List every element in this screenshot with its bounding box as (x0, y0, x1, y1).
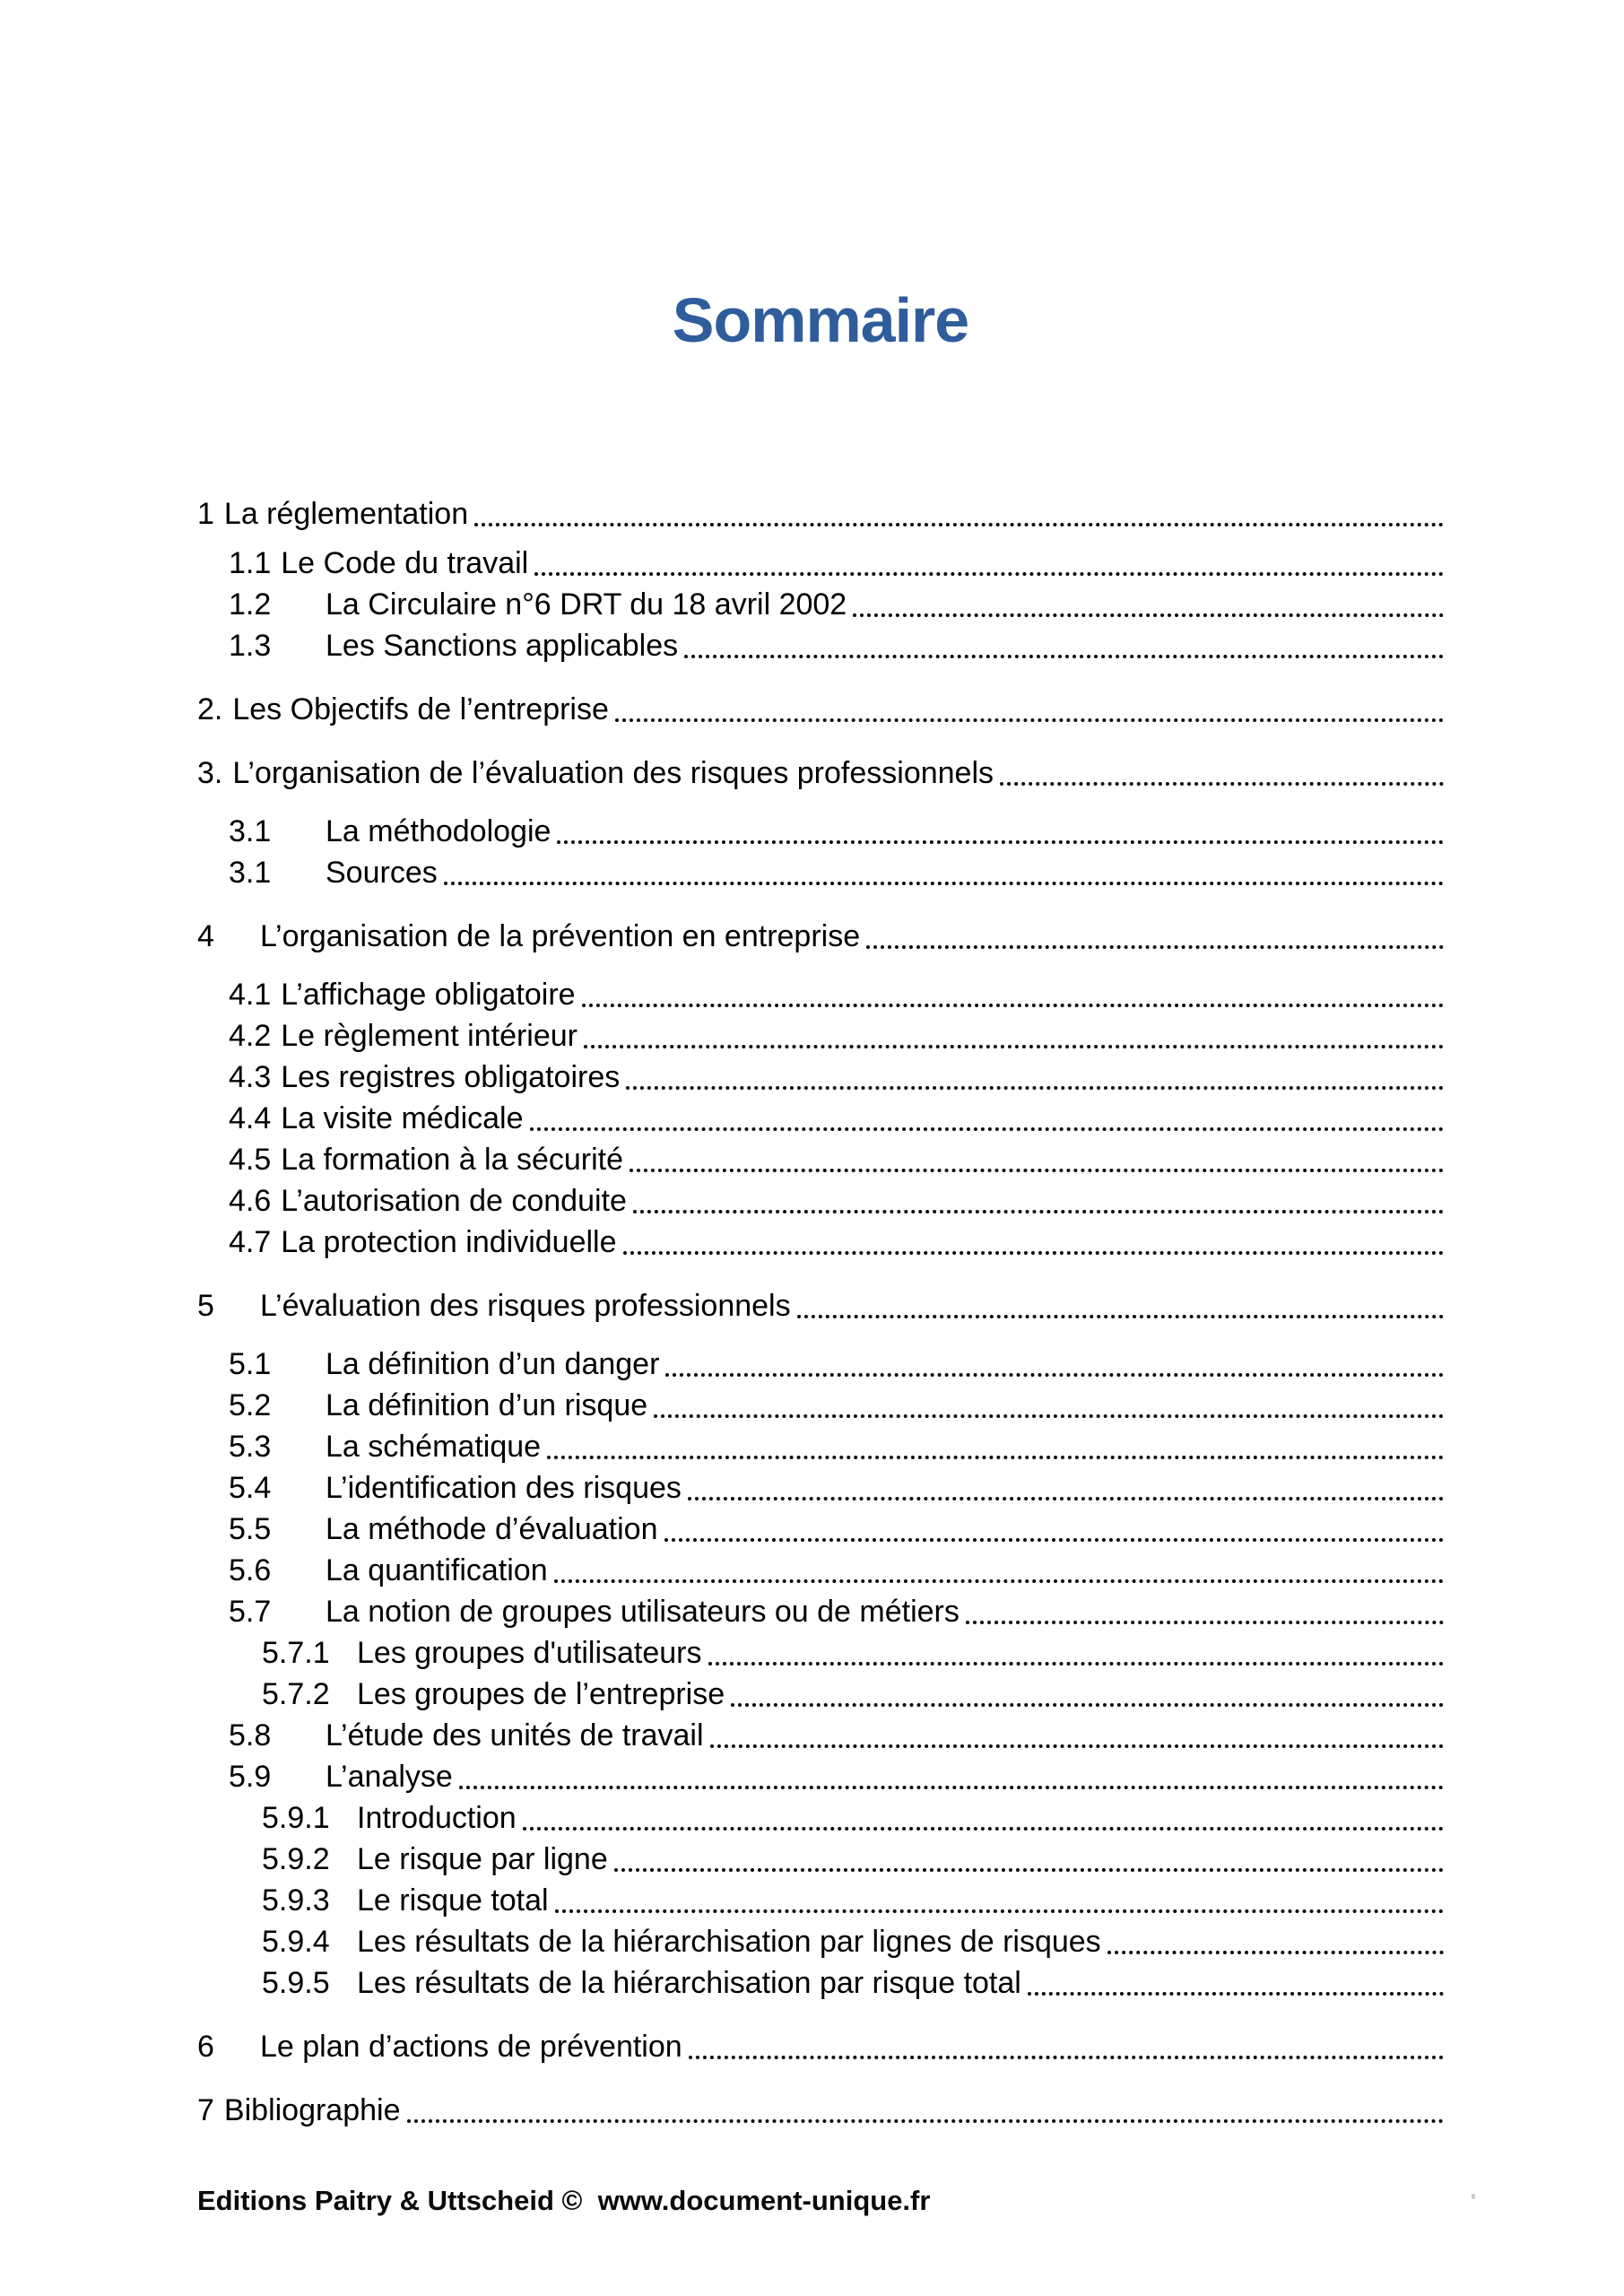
dotted-leader (684, 655, 1444, 658)
dotted-leader (688, 1497, 1444, 1500)
toc-entry-number: 5.5 (229, 1512, 272, 1546)
footer-publisher: Editions Paitry & Uttscheid © (197, 2185, 598, 2216)
toc-entry-number: 5.9.4 (262, 1925, 330, 1959)
toc-entry-label: Les registres obligatoires (281, 1060, 621, 1094)
dotted-leader (731, 1703, 1444, 1707)
toc-entry-number: 1.3 (229, 629, 272, 663)
toc-entry[interactable] (197, 1550, 1444, 1591)
footer (197, 2185, 930, 2217)
toc-entry-number: 5.9.3 (262, 1883, 330, 1918)
toc-entry-label: Le règlement intérieur (281, 1019, 578, 1053)
dotted-leader (633, 1210, 1444, 1213)
toc-entry-label: Le plan d’actions de prévention (260, 2030, 682, 2064)
toc-entry-label: Le risque total (357, 1883, 549, 1918)
toc-entry-number: 1.2 (229, 587, 272, 622)
toc-entry-number: 5.9 (229, 1760, 272, 1794)
dotted-leader (966, 1621, 1444, 1624)
dotted-leader (459, 1786, 1444, 1789)
toc-entry[interactable] (197, 1467, 1444, 1509)
toc (197, 493, 1444, 2131)
toc-entry-label: La définition d’un danger (326, 1347, 660, 1381)
toc-entry-label: Les résultats de la hiérarchisation par lignes de risques (357, 1925, 1101, 1959)
toc-entry-number: 4 (197, 919, 214, 953)
toc-entry-number: 4.4 (229, 1101, 272, 1135)
dotted-leader (630, 1169, 1444, 1172)
toc-entry[interactable] (197, 1385, 1444, 1426)
toc-entry-number: 4.5 (229, 1143, 272, 1177)
dotted-leader (708, 1662, 1445, 1665)
toc-entry[interactable] (197, 1839, 1444, 1880)
toc-entry-number: 1 (197, 497, 214, 531)
toc-entry[interactable] (197, 2026, 1444, 2067)
page-speck (1472, 2194, 1475, 2199)
dotted-leader (582, 1004, 1444, 1007)
toc-entry-number: 4.1 (229, 978, 272, 1012)
toc-entry-label: La schématique (326, 1430, 542, 1464)
toc-entry[interactable] (197, 974, 1444, 1015)
toc-entry-label: L’identification des risques (326, 1471, 682, 1505)
toc-entry[interactable] (197, 1715, 1444, 1756)
toc-entry-number: 5.7.2 (262, 1677, 330, 1711)
toc-entry-number: 5.2 (229, 1388, 272, 1422)
toc-entry[interactable] (197, 852, 1444, 893)
toc-entry-number: 3.1 (229, 856, 272, 890)
dotted-leader (623, 1251, 1444, 1255)
toc-entry-label: L’autorisation de conduite (281, 1184, 627, 1218)
toc-entry[interactable] (197, 689, 1444, 730)
dotted-leader (584, 1045, 1444, 1048)
toc-entry-label: Sources (326, 856, 438, 890)
dotted-leader (797, 1315, 1444, 1318)
toc-entry[interactable] (197, 543, 1444, 584)
toc-entry[interactable] (197, 1098, 1444, 1139)
toc-entry[interactable] (197, 1797, 1444, 1839)
dotted-leader (853, 613, 1444, 617)
toc-entry-label: Les Sanctions applicables (326, 629, 679, 663)
toc-entry-number: 5.9.1 (262, 1801, 330, 1835)
dotted-leader (626, 1086, 1444, 1090)
toc-entry[interactable] (197, 625, 1444, 666)
toc-entry[interactable] (197, 916, 1444, 957)
dotted-leader (614, 1868, 1444, 1872)
dotted-leader (664, 1538, 1445, 1542)
toc-entry-label: Bibliographie (223, 2093, 401, 2127)
toc-entry-number: 5.6 (229, 1553, 272, 1587)
toc-entry[interactable] (197, 1591, 1444, 1632)
toc-entry[interactable] (197, 811, 1444, 852)
dotted-leader (866, 945, 1444, 949)
dotted-leader (1107, 1951, 1444, 1954)
toc-entry-label: Les Objectifs de l’entreprise (232, 692, 609, 726)
dotted-leader (665, 1373, 1444, 1377)
toc-entry-number: 1.1 (229, 546, 272, 580)
toc-entry[interactable] (197, 1921, 1444, 1962)
toc-entry[interactable] (197, 1962, 1444, 2004)
dotted-leader (1000, 782, 1444, 786)
toc-entry[interactable] (197, 1674, 1444, 1715)
toc-entry-label: La méthodologie (326, 814, 551, 848)
toc-entry-label: La méthode d’évaluation (326, 1512, 658, 1546)
toc-entry[interactable] (197, 752, 1444, 794)
toc-entry[interactable] (197, 1509, 1444, 1550)
toc-entry[interactable] (197, 1057, 1444, 1098)
toc-entry-number: 2. (197, 692, 223, 726)
toc-entry-number: 5.9.2 (262, 1842, 330, 1876)
toc-entry-number: 3. (197, 756, 223, 790)
toc-entry-label: Le risque par ligne (357, 1842, 608, 1876)
dotted-leader (1028, 1992, 1444, 1996)
toc-entry-label: L’organisation de l’évaluation des risques professionnels (232, 756, 994, 790)
toc-entry-label: L’organisation de la prévention en entreprise (260, 919, 861, 953)
toc-entry[interactable] (197, 493, 1444, 535)
dotted-leader (555, 1909, 1444, 1913)
toc-entry[interactable] (197, 1632, 1444, 1674)
dotted-leader (407, 2119, 1444, 2123)
toc-entry-number: 5.8 (229, 1718, 272, 1752)
toc-entry-label: L’affichage obligatoire (281, 978, 576, 1012)
toc-entry[interactable] (197, 1756, 1444, 1797)
toc-entry[interactable] (197, 1139, 1444, 1180)
toc-entry-label: Introduction (357, 1801, 517, 1835)
dotted-leader (710, 1744, 1444, 1748)
toc-entry-label: La Circulaire n°6 DRT du 18 avril 2002 (326, 587, 847, 622)
toc-entry-number: 4.3 (229, 1060, 272, 1094)
toc-entry-number: 7 (197, 2093, 214, 2127)
toc-entry-number: 5 (197, 1289, 214, 1323)
dotted-leader (534, 572, 1444, 576)
footer-url[interactable]: www.document-unique.fr (597, 2185, 931, 2216)
toc-entry-label: La réglementation (223, 497, 469, 531)
toc-entry[interactable] (197, 1880, 1444, 1921)
dotted-leader (530, 1127, 1444, 1131)
toc-entry[interactable] (197, 584, 1444, 625)
page-title: Sommaire (672, 285, 969, 355)
toc-entry-number: 5.7 (229, 1595, 272, 1629)
toc-entry-number: 3.1 (229, 814, 272, 848)
toc-entry[interactable] (197, 1285, 1444, 1326)
toc-entry-label: La visite médicale (281, 1101, 524, 1135)
toc-entry-label: La notion de groupes utilisateurs ou de métiers (326, 1595, 960, 1629)
toc-entry-label: Les groupes de l’entreprise (357, 1677, 725, 1711)
toc-entry-label: L’analyse (326, 1760, 453, 1794)
toc-entry-label: La protection individuelle (281, 1225, 617, 1259)
toc-entry-label: L’évaluation des risques professionnels (260, 1289, 791, 1323)
dotted-leader (615, 718, 1444, 722)
toc-entry-number: 5.9.5 (262, 1966, 330, 2000)
dotted-leader (474, 523, 1444, 526)
toc-entry[interactable] (197, 1180, 1444, 1222)
dotted-leader (444, 882, 1444, 885)
toc-entry-number: 6 (197, 2030, 214, 2064)
toc-entry-label: La formation à la sécurité (281, 1143, 624, 1177)
toc-entry-number: 5.4 (229, 1471, 272, 1505)
toc-entry-label: La définition d’un risque (326, 1388, 648, 1422)
toc-entry-label: Les groupes d'utilisateurs (357, 1636, 702, 1670)
dotted-leader (654, 1414, 1444, 1418)
toc-entry-label: L’étude des unités de travail (326, 1718, 704, 1752)
toc-entry-number: 5.7.1 (262, 1636, 330, 1670)
dotted-leader (689, 2056, 1444, 2059)
toc-entry-label: Les résultats de la hiérarchisation par risque total (357, 1966, 1021, 2000)
dotted-leader (547, 1456, 1444, 1459)
dotted-leader (557, 840, 1444, 844)
toc-entry[interactable] (197, 1426, 1444, 1467)
dotted-leader (554, 1579, 1444, 1583)
toc-entry-number: 5.1 (229, 1347, 272, 1381)
toc-entry-number: 4.2 (229, 1019, 272, 1053)
toc-entry-label: Le Code du travail (281, 546, 529, 580)
toc-entry-number: 4.7 (229, 1225, 272, 1259)
toc-entry[interactable] (197, 1344, 1444, 1385)
toc-entry-number: 5.3 (229, 1430, 272, 1464)
toc-entry[interactable] (197, 1222, 1444, 1263)
toc-entry-label: La quantification (326, 1553, 548, 1587)
toc-entry[interactable] (197, 2090, 1444, 2131)
toc-entry-number: 4.6 (229, 1184, 272, 1218)
dotted-leader (523, 1827, 1444, 1831)
toc-entry[interactable] (197, 1015, 1444, 1057)
